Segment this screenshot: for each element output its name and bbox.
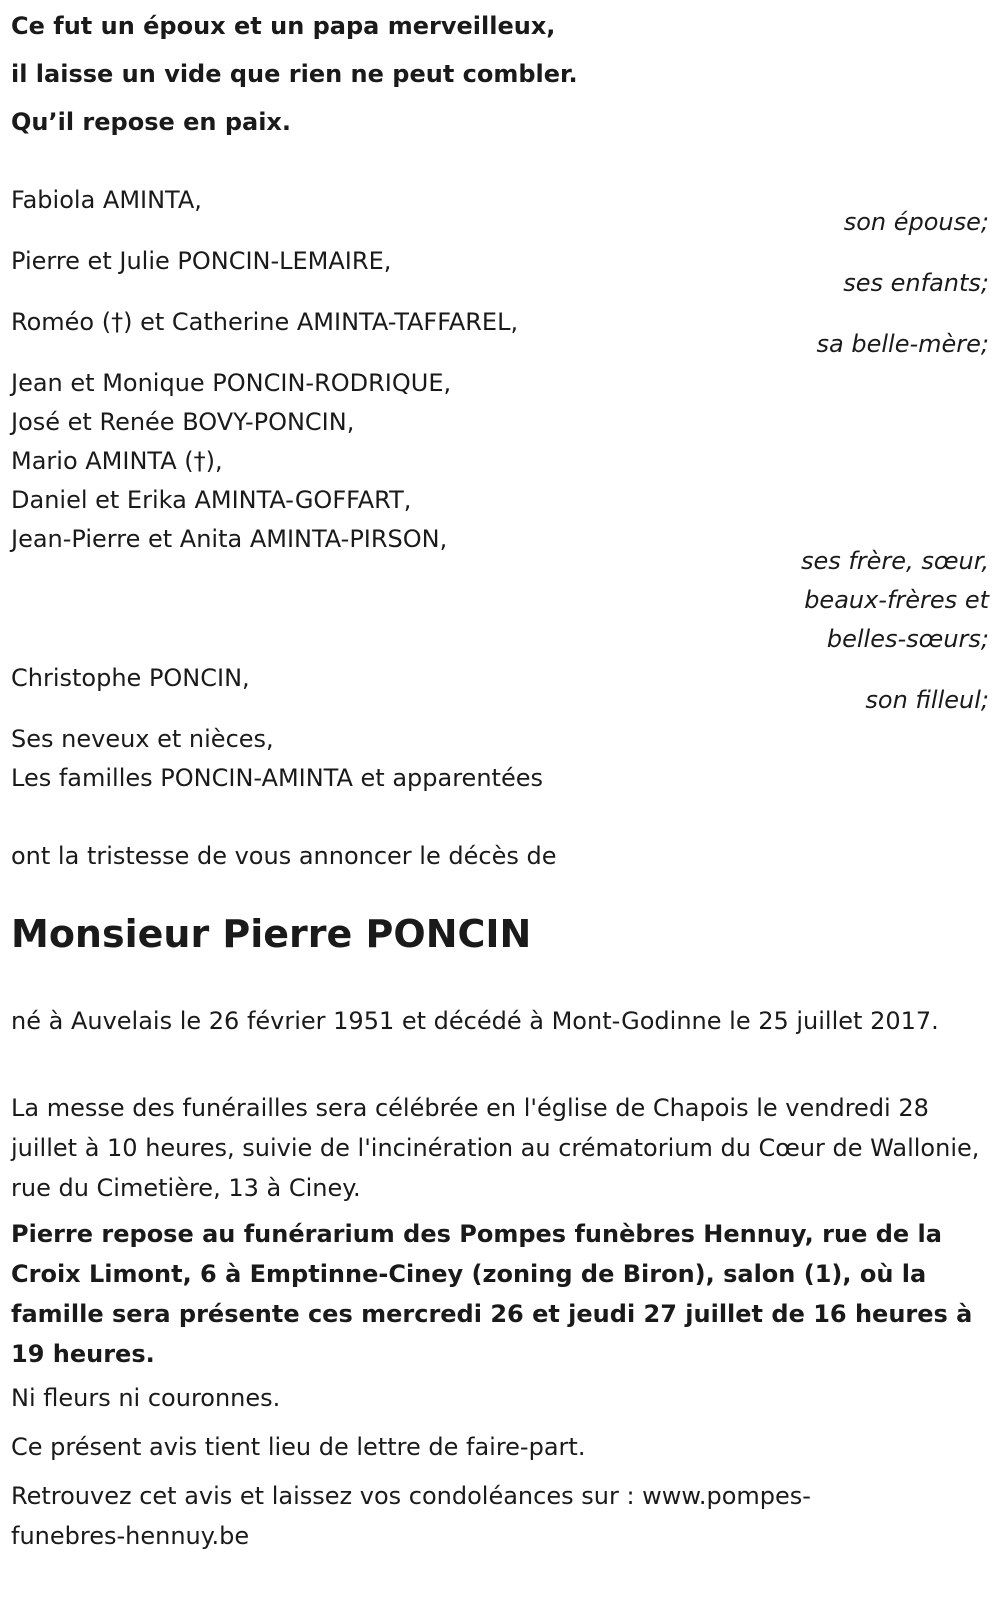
flowers-text: Ni fleurs ni couronnes. <box>11 1384 281 1412</box>
mother-in-law-role: sa belle-mère; <box>816 330 989 358</box>
spouse-role: son épouse; <box>843 208 989 236</box>
sibling-line: Jean et Monique PONCIN-RODRIQUE, <box>11 369 452 397</box>
notice-text: Ce présent avis tient lieu de lettre de faire-part. <box>11 1433 586 1461</box>
announcement-text: ont la tristesse de vous annoncer le décès de <box>11 842 557 870</box>
siblings-role-line: ses frère, sœur, <box>800 547 989 575</box>
children-role: ses enfants; <box>843 269 989 297</box>
siblings-role-line: beaux-frères et <box>804 586 989 614</box>
mother-in-law-names: Roméo (†) et Catherine AMINTA-TAFFAREL, <box>11 308 519 336</box>
deceased-name: Monsieur Pierre PONCIN <box>11 912 532 956</box>
siblings-role-line: belles-sœurs; <box>826 625 989 653</box>
sibling-line: Daniel et Erika AMINTA-GOFFART, <box>11 486 412 514</box>
spouse-name: Fabiola AMINTA, <box>11 186 202 214</box>
intro-line-3: Qu’il repose en paix. <box>11 108 292 136</box>
others-line: Les familles PONCIN-AMINTA et apparentées <box>11 764 543 792</box>
others-line: Ses neveux et nièces, <box>11 725 274 753</box>
funeral-text: La messe des funérailles sera célébrée en l'église de Chapois le vendredi 28 juillet à 10 heures, suivie de l'incinération au crématorium du Cœur de Wallonie, rue du Cimetière, 13 à Ciney. <box>11 1094 980 1202</box>
sibling-line: Mario AMINTA (†), <box>11 447 223 475</box>
obituary-notice <box>11 0 989 1610</box>
godson-role: son filleul; <box>865 686 989 714</box>
condolences-text: Retrouvez cet avis et laissez vos condoléances sur : www.pompes-funebres-hennuy.be <box>11 1482 811 1550</box>
intro-line-1: Ce fut un époux et un papa merveilleux, <box>11 12 556 40</box>
visitation-text: Pierre repose au funérarium des Pompes funèbres Hennuy, rue de la Croix Limont, 6 à Emptinne-Ciney (zoning de Biron), salon (1), où la famille sera présente ces mercredi 26 et jeudi 27 juillet de 16 heures à 19 heures. <box>11 1220 973 1368</box>
intro-line-2: il laisse un vide que rien ne peut combler. <box>11 60 578 88</box>
children-names: Pierre et Julie PONCIN-LEMAIRE, <box>11 247 392 275</box>
sibling-line: José et Renée BOVY-PONCIN, <box>11 408 355 436</box>
birth-death-text: né à Auvelais le 26 février 1951 et décédé à Mont-Godinne le 25 juillet 2017. <box>11 1007 939 1035</box>
godson-name: Christophe PONCIN, <box>11 664 250 692</box>
sibling-line: Jean-Pierre et Anita AMINTA-PIRSON, <box>11 525 448 553</box>
